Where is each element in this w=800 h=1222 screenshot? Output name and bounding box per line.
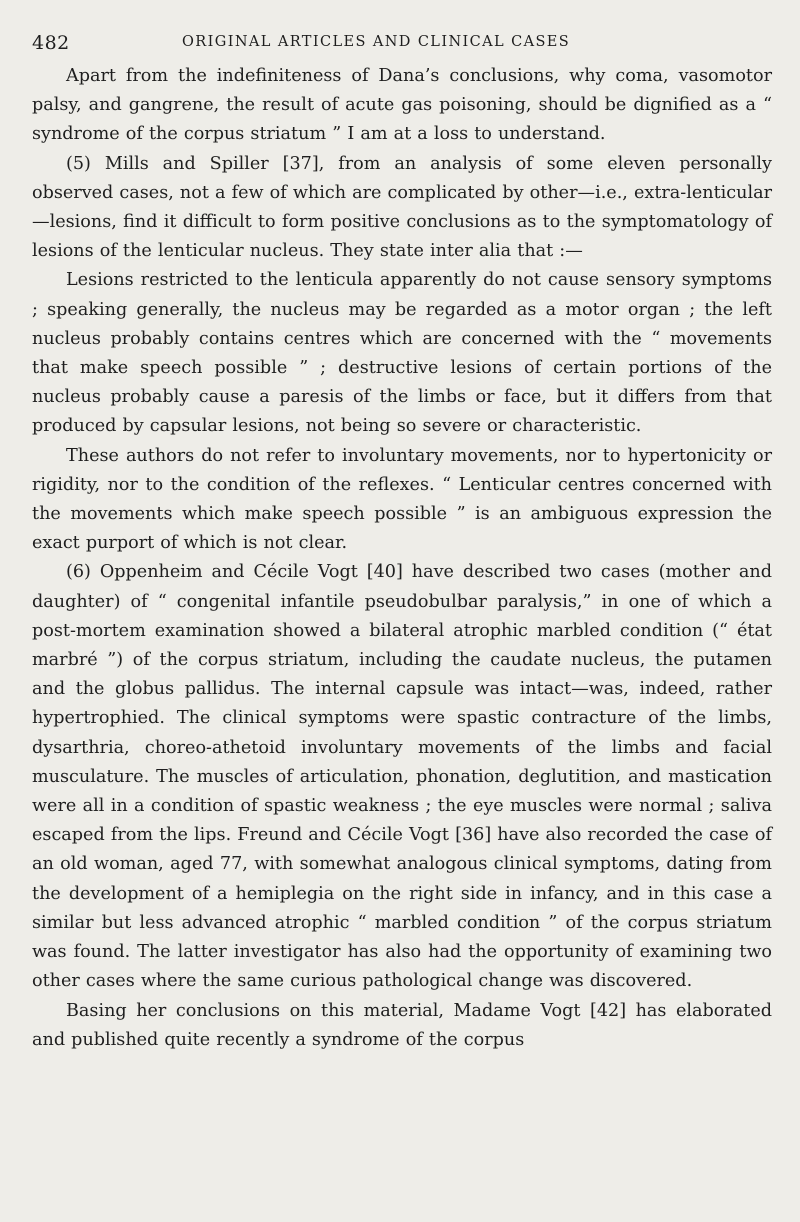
running-head: [32, 22, 772, 62]
article-body: [32, 62, 772, 1055]
paragraph: (5) Mills and Spiller [37], from an analysis of some eleven personally observed cases, not a few of which are complicated by other—i.e., extra-lenticular—lesions, find it difficult to form positive conclusions as to the symptomatology of lesions of the lenticular nucleus. They state inter alia that :—: [32, 153, 773, 262]
paragraph: These authors do not refer to involuntary movements, nor to hypertonicity or rigidity, nor to the condition of the reflexes. “ Lenticular centres concerned with the movements which make speech possible ” is an ambiguous expression the exact purport of which is not clear.: [32, 445, 772, 554]
running-head-title: ORIGINAL ARTICLES AND CLINICAL CASES: [182, 34, 571, 50]
paragraph: Lesions restricted to the lenticula apparently do not cause sensory symptoms ; speaking generally, the nucleus may be regarded as a motor organ ; the left nucleus probably contains centres which are concerned with the “ movements that make speech possible ” ; destructive lesions of certain portions of the nucleus probably cause a paresis of the limbs or face, but it differs from that produced by capsular lesions, not being so severe or characteristic.: [32, 270, 772, 437]
paragraph: Basing her conclusions on this material, Madame Vogt [42] has elaborated and published quite recently a syndrome of the corpus: [32, 1000, 772, 1050]
paragraph: Apart from the indefiniteness of Dana’s conclusions, why coma, vasomotor palsy, and gangrene, the result of acute gas poisoning, should be dignified as a “ syndrome of the corpus striatum ” I am at a loss to understand.: [32, 66, 772, 145]
paragraph: (6) Oppenheim and Cécile Vogt [40] have described two cases (mother and daughter) of “ congenital infantile pseudobulbar paralysis,” in one of which a post-mortem examination showed a bilateral atrophic marbled condition (“ état marbré ”) of the corpus striatum, including the caudate nucleus, the putamen and the globus pallidus. The internal capsule was intact—was, indeed, rather hypertrophied. The clinical symptoms were spastic contracture of the limbs, dysarthria, choreo-athetoid involuntary movements of the limbs and facial musculature. The muscles of articulation, phonation, deglutition, and mastication were all in a condition of spastic weakness ; the eye muscles were normal ; saliva escaped from the lips. Freund and Cécile Vogt [36] have also recorded the case of an old woman, aged 77, with somewhat analogous clinical symptoms, dating from the development of a hemiplegia on the right side in infancy, and in this case a similar but less advanced atrophic “ marbled condition ” of the corpus striatum was found. The latter investigator has also had the opportunity of examining two other cases where the same curious pathological change was discovered.: [32, 562, 772, 992]
page-number: 482: [32, 32, 70, 54]
